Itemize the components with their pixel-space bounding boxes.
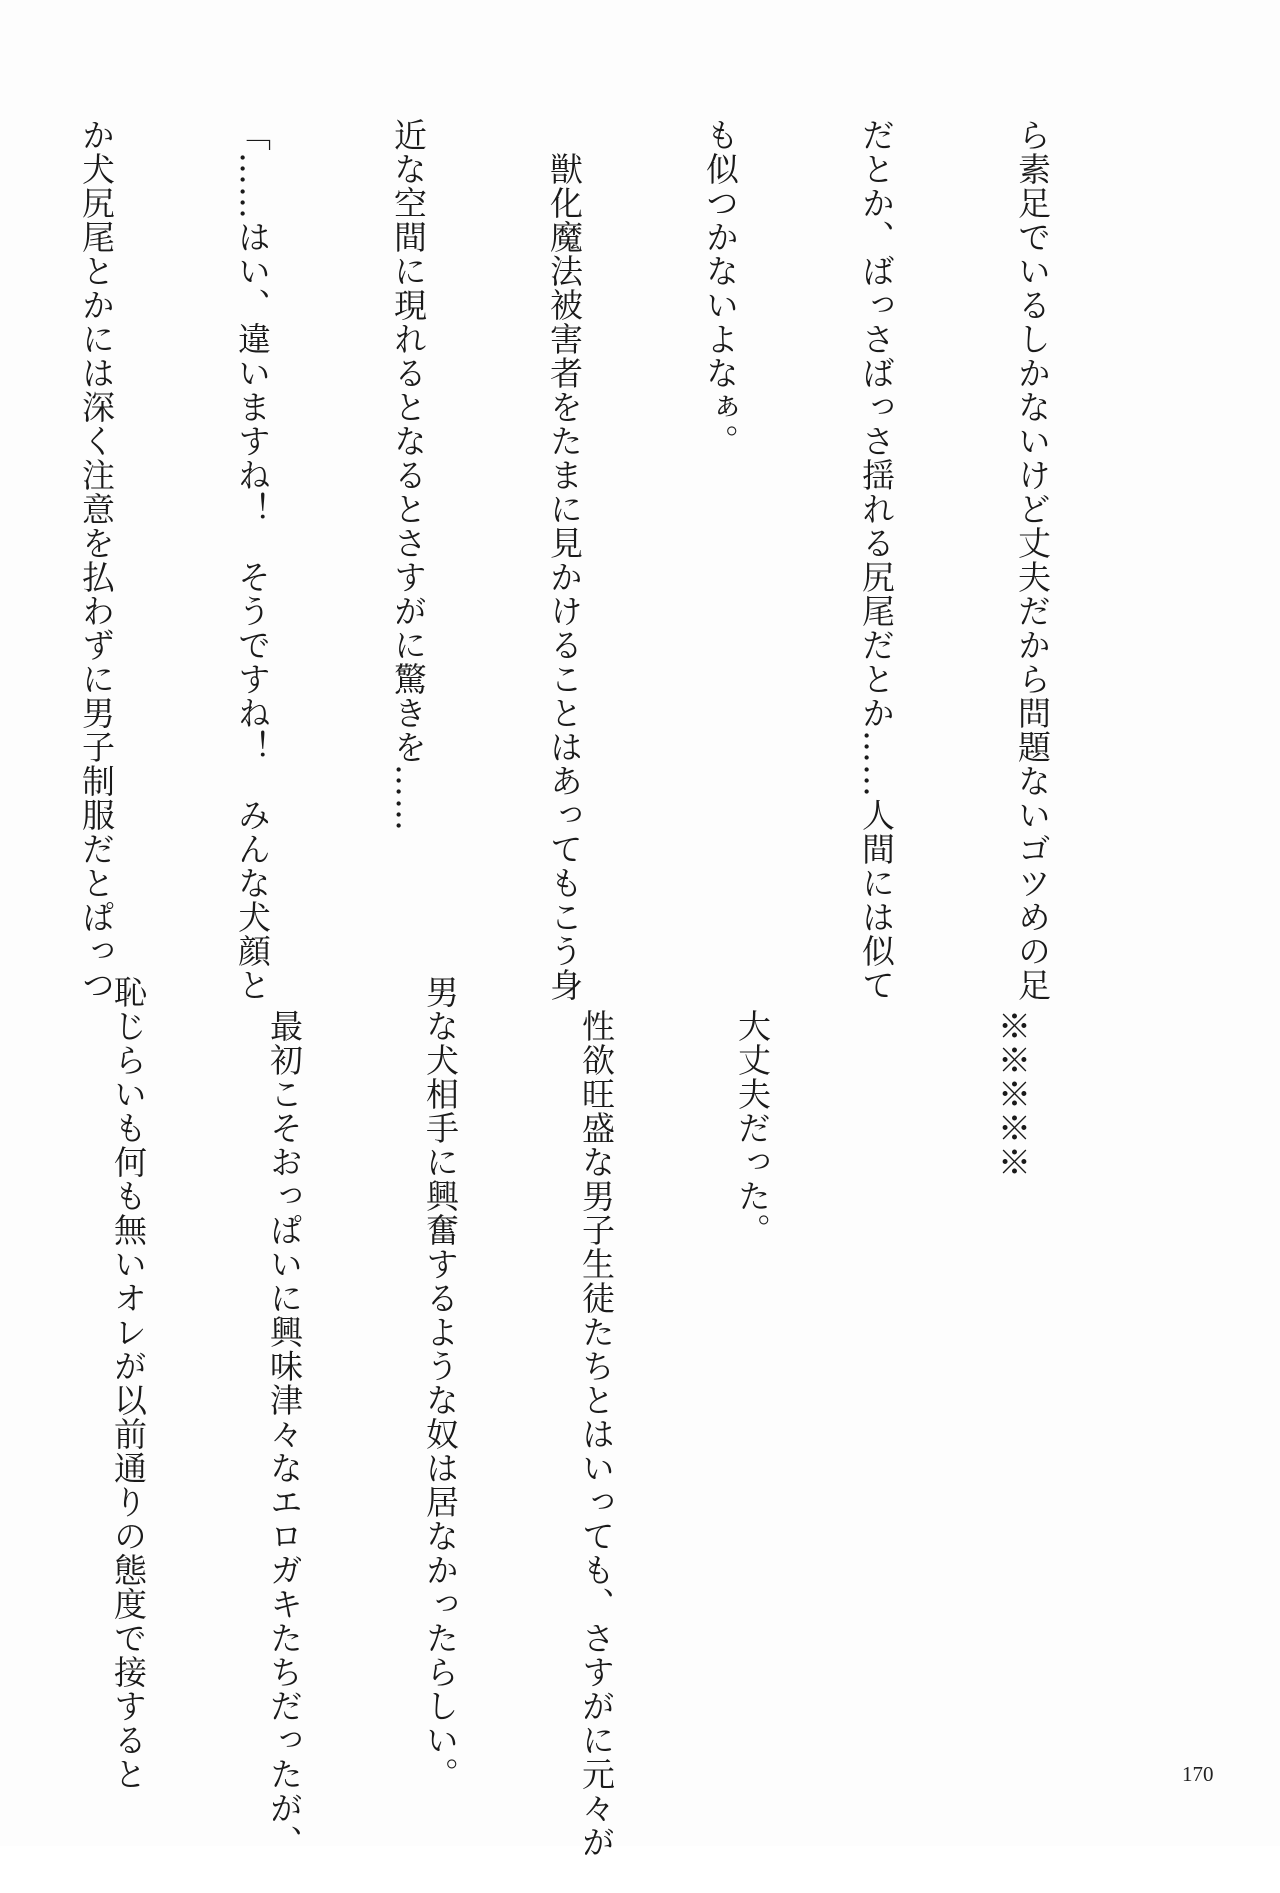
text-line: も似つかないよなぁ。: [701, 118, 740, 458]
text-line: 性欲旺盛な男子生徒たちとはいっても、さすがに元々が: [577, 975, 616, 1859]
text-line: 恥じらいも何も無いオレが以前通りの態度で接すると: [109, 975, 148, 1791]
section-divider: ※※※※※: [993, 975, 1032, 1179]
page-number: 170: [1182, 1762, 1214, 1786]
text-line: 「……はい、違いますね！ そうですね！ みんな犬顔と: [233, 118, 272, 1002]
text-line: 近な空間に現れるとなるとさすがに驚きを……: [389, 118, 428, 832]
text-line: ら素足でいるしかないけど丈夫だから問題ないゴツめの足: [1013, 118, 1052, 1002]
text-line: 大丈夫だった。: [733, 975, 772, 1247]
text-line: か犬尻尾とかには深く注意を払わずに男子制服だとぱっつ: [77, 118, 116, 1002]
text-line: 最初こそおっぱいに興味津々なエロガキたちだったが、: [265, 975, 304, 1859]
text-block-bottom: [0, 975, 1142, 1859]
text-block-top: [0, 118, 1162, 1002]
text-line: だとか、ばっさばっさ揺れる尻尾だとか……人間には似て: [857, 118, 896, 1002]
text-line: 男な犬相手に興奮するような奴は居なかったらしい。: [421, 975, 460, 1791]
text-line: 獣化魔法被害者をたまに見かけることはあってもこう身: [545, 118, 584, 1002]
